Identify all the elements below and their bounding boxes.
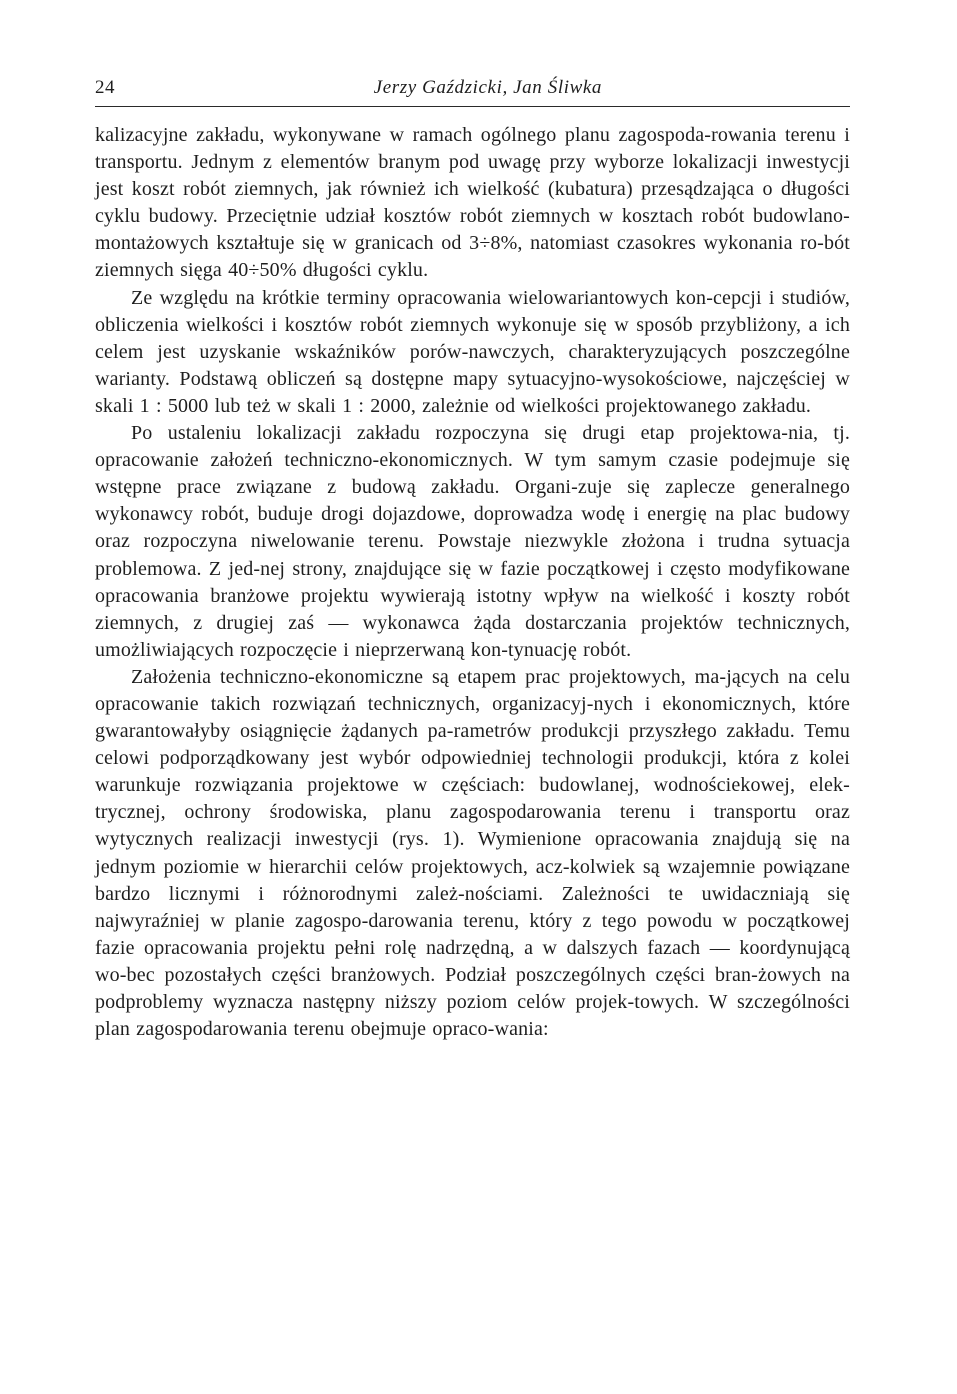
page-number: 24	[95, 77, 115, 98]
running-head-authors: Jerzy Gaździcki, Jan Śliwka	[373, 77, 602, 98]
paragraph: Po ustaleniu lokalizacji zakładu rozpoczyna się drugi etap projektowa-nia, tj. opracowanie założeń techniczno-ekonomicznych. W tym samym czasie podejmuje się wstępne prace związane z budową zakładu. Organi-zuje się zaplecze generalnego wykonawcy robót, buduje drogi dojazdowe, doprowadza wodę i energię na plac budowy oraz rozpoczyna niwelowanie terenu. Powstaje niezwykle złożona i trudna sytuacja problemowa. Z jed-nej strony, znajdujące się w fazie początkowej i często modyfikowane opracowania branżowe projektu wywierają istotny wpływ na wielkość i koszty robót ziemnych, z drugiej zaś — wykonawca żąda dostarczania projektów technicznych, umożliwiających rozpoczęcie i nieprzerwaną kon-tynuację robót.	[95, 422, 850, 661]
page-header	[95, 66, 850, 107]
paragraph-continued: kalizacyjne zakładu, wykonywane w ramach ogólnego planu zagospoda-rowania terenu i transportu. Jednym z elementów branym pod uwagę przy wyborze lokalizacji inwestycji jest koszt robót ziemnych, jak również ich wielkość (kubatura) przesądzająca o długości cyklu budowy. Przeciętnie udział kosztów robót ziemnych w kosztach robót budowlano-montażowych kształtuje się w granicach od 3÷8%, natomiast czasokres wykonania ro-bót ziemnych sięga 40÷50% długości cyklu.	[95, 124, 850, 282]
paragraph: Ze względu na krótkie terminy opracowania wielowariantowych kon-cepcji i studiów, obliczenia wielkości i kosztów robót ziemnych wykonuje się w sposób przybliżony, a ich celem jest uzyskanie wskaźników porów-nawczych, charakteryzujących poszczególne warianty. Podstawą obliczeń są dostępne mapy sytuacyjno-wysokościowe, najczęściej w skali 1 : 5000 lub też w skali 1 : 2000, zależnie od wielkości projektowanego zakładu.	[95, 286, 850, 417]
paragraph: Założenia techniczno-ekonomiczne są etapem prac projektowych, ma-jących na celu opracowanie takich rozwiązań technicznych, organizacyj-nych i ekonomicznych, które gwarantowałyby osiągnięcie żądanych pa-rametrów produkcji przyszłego zakładu. Temu celowi podporządkowany jest wybór odpowiedniej technologii produkcji, która z kolei warunkuje rozwiązania projektowe w częściach: budowlanej, wodnościekowej, elek-trycznej, ochrony środowiska, planu zagospodarowania terenu i transportu oraz wytycznych realizacji inwestycji (rys. 1). Wymienione opracowania znajdują się na jednym poziomie w hierarchii celów projektowych, acz-kolwiek są wzajemnie powiązane bardzo licznymi i różnorodnymi zależ-nościami. Zależności te uwidaczniają się najwyraźniej w planie zagospo-darowania terenu, który z tego powodu w początkowej fazie opracowania projektu pełni rolę nadrzędną, a w dalszych fazach — koordynującą wo-bec pozostałych części branżowych. Podział poszczególnych części bran-żowych na podproblemy wyznacza następny niższy poziom celów projek-towych. W szczególności plan zagospodarowania terenu obejmuje opraco-wania:	[95, 665, 850, 1041]
body-text	[95, 122, 850, 1043]
